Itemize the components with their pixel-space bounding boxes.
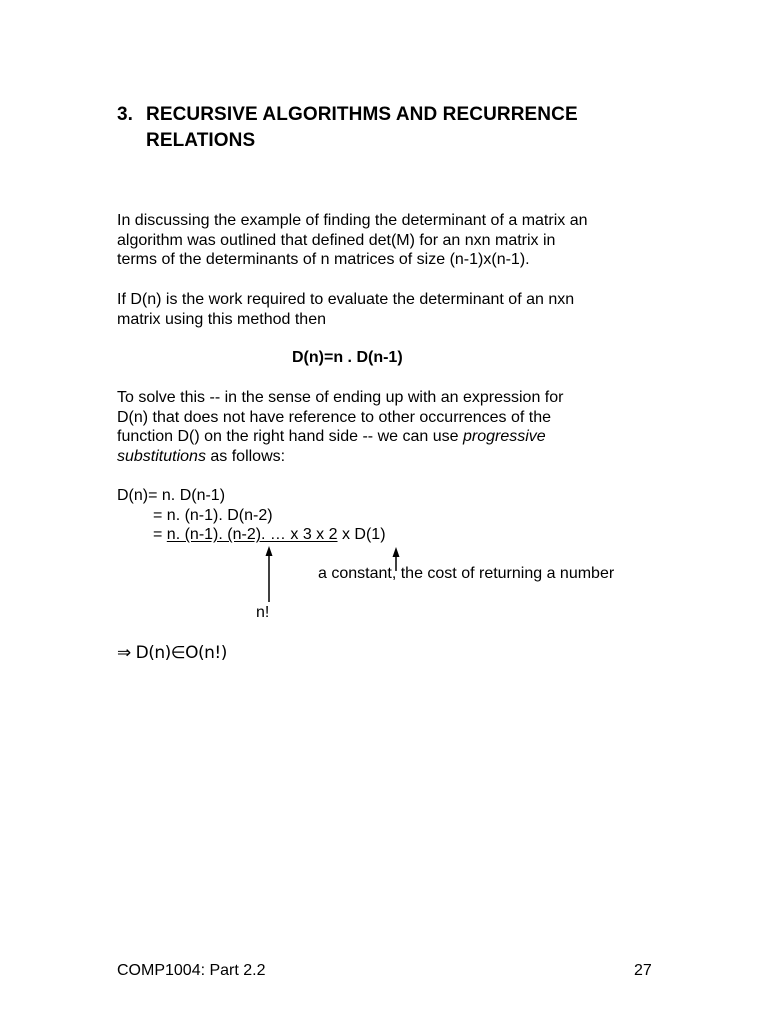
paragraph-1-line: algorithm was outlined that defined det(M) for an nxn matrix in	[117, 231, 556, 249]
paragraph-3-tail: as follows:	[205, 447, 286, 465]
section-number: 3.	[117, 104, 134, 125]
paragraph-3-line-text: function D() on the right hand side -- we can use	[117, 428, 463, 445]
recurrence-equation: D(n)=n . D(n-1)	[292, 349, 403, 366]
section-title-line2: RELATIONS	[146, 130, 256, 151]
derivation-line-3-suffix: x D(1)	[337, 526, 386, 543]
paragraph-2-line: matrix using this method then	[117, 310, 326, 328]
paragraph-3-line: To solve this -- in the sense of ending up with an expression for	[117, 389, 564, 406]
paragraph-1-line: terms of the determinants of n matrices of size (n-1)x(n-1).	[117, 251, 530, 268]
arrow-to-factorial	[266, 546, 273, 602]
italic-progressive: progressive	[462, 428, 546, 445]
conclusion-formula: ⇒ D(n)∈O(n!)	[117, 643, 227, 663]
derivation-line-1: D(n)= n. D(n-1)	[117, 487, 226, 504]
footer-course: COMP1004: Part 2.2	[117, 962, 266, 979]
italic-substitutions: substitutions	[117, 447, 206, 465]
factorial-product: n. (n-1). (n-2). … x 3 x 2	[166, 526, 338, 543]
paragraph-1-line: In discussing the example of finding the determinant of a matrix an	[117, 212, 588, 229]
derivation-line-3-prefix: =	[153, 526, 167, 543]
factorial-annotation: n!	[256, 604, 270, 621]
section-title-line1: RECURSIVE ALGORITHMS AND RECURRENCE	[146, 104, 578, 125]
paragraph-2-line: If D(n) is the work required to evaluate the determinant of an nxn	[117, 291, 575, 308]
constant-annotation: a constant, the cost of returning a number	[318, 565, 615, 582]
paragraph-3-line: D(n) that does not have reference to other occurrences of the	[117, 408, 552, 426]
page-number: 27	[634, 962, 652, 979]
derivation-line-2: = n. (n-1). D(n-2)	[153, 507, 273, 524]
